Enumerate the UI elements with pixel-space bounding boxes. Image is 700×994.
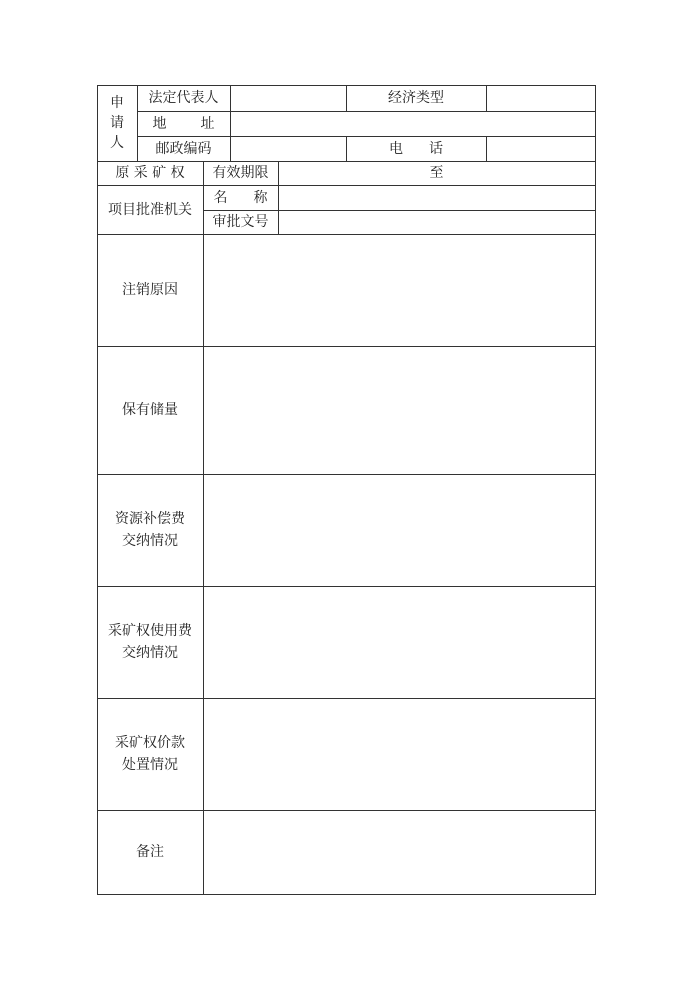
section-label-line: 交纳情况 — [122, 533, 178, 549]
legal-rep-field[interactable] — [230, 85, 346, 111]
applicant-label-char: 请 — [110, 115, 124, 131]
usage-fee-label — [97, 586, 203, 698]
section-label-line: 资源补偿费 — [115, 511, 185, 527]
section-label-line: 采矿权使用费 — [108, 623, 192, 639]
retained-reserves-label — [97, 346, 203, 474]
validity-label: 有效期限 — [212, 165, 269, 181]
applicant-label-char: 申 — [110, 95, 124, 111]
address-label-char: 地 — [152, 115, 167, 132]
phone-label-char: 话 — [429, 140, 443, 157]
postal-code-field[interactable] — [230, 136, 346, 161]
section-label-line: 交纳情况 — [122, 645, 178, 661]
usage-fee-field[interactable] — [203, 586, 595, 698]
cancellation-reason-field[interactable] — [203, 234, 595, 346]
resource-compensation-label — [97, 474, 203, 586]
applicant-label-char: 人 — [110, 135, 124, 151]
phone-label — [346, 136, 486, 161]
phone-label-char: 电 — [389, 140, 403, 157]
border-bottom — [97, 894, 596, 895]
address-label — [137, 111, 230, 136]
retained-reserves-field[interactable] — [203, 346, 595, 474]
remarks-field[interactable] — [203, 810, 595, 894]
address-field[interactable] — [230, 111, 595, 136]
economic-type-label: 经济类型 — [388, 90, 444, 106]
approval-name-label — [203, 185, 278, 210]
validity-field[interactable] — [278, 161, 595, 185]
section-label-line: 备注 — [136, 844, 164, 860]
approval-doc-no-field[interactable] — [278, 210, 595, 234]
original-right-label: 原 采 矿 权 — [115, 165, 185, 181]
applicant-group-label — [97, 85, 137, 161]
resource-compensation-field[interactable] — [203, 474, 595, 586]
address-label-char: 址 — [200, 115, 215, 132]
section-label-line: 注销原因 — [122, 282, 178, 298]
approval-name-field[interactable] — [278, 185, 595, 210]
section-label-line: 采矿权价款 — [115, 735, 185, 751]
remarks-label — [97, 810, 203, 894]
approval-name-label-char: 称 — [253, 189, 268, 206]
right-price-field[interactable] — [203, 698, 595, 810]
right-price-label — [97, 698, 203, 810]
section-label-line: 处置情况 — [122, 757, 178, 773]
economic-type-field[interactable] — [486, 85, 595, 111]
cancellation-reason-label — [97, 234, 203, 346]
approval-authority-label: 项目批准机关 — [108, 201, 192, 218]
border-right — [595, 85, 596, 895]
postal-code-label: 邮政编码 — [155, 140, 212, 157]
section-label-line: 保有储量 — [122, 402, 178, 418]
approval-doc-no-label: 审批文号 — [212, 214, 269, 230]
legal-rep-label: 法定代表人 — [148, 90, 219, 106]
approval-name-label-char: 名 — [213, 189, 228, 206]
validity-to-label: 至 — [429, 165, 444, 181]
phone-field[interactable] — [486, 136, 595, 161]
